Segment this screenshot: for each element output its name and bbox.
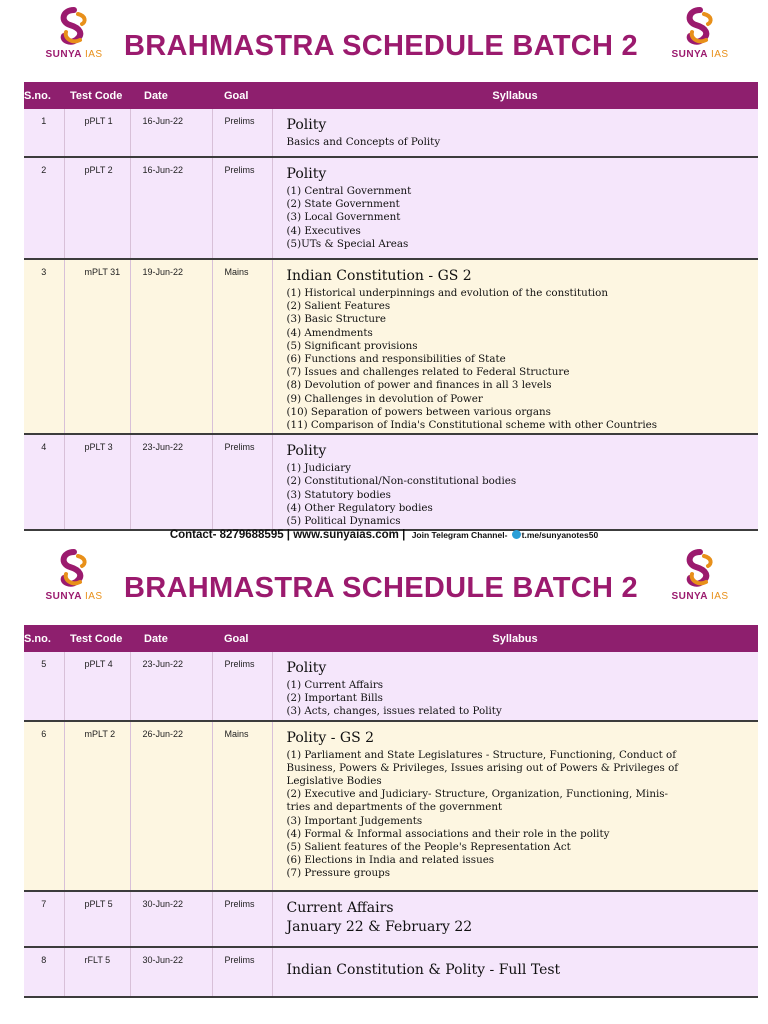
brand-logo [40, 6, 108, 60]
brand-suffix: IAS [710, 49, 729, 60]
syllabus-topic: (4) Amendments [286, 326, 373, 339]
telegram-label: Join Telegram Channel- [411, 530, 508, 540]
syllabus-topic: (2) Important Bills [286, 692, 383, 705]
row-goal: Prelims [212, 157, 272, 259]
row-sno: 5 [24, 652, 64, 721]
syllabus-topic: tries and departments of the government [286, 801, 503, 814]
syllabus-topic: (1) Current Affairs [286, 679, 384, 691]
col-goal-header: Goal [212, 625, 272, 652]
brand-suffix: IAS [84, 591, 103, 602]
col-date-header: Date [130, 82, 212, 109]
contact-line [0, 529, 768, 541]
col-code-header: Test Code [64, 625, 130, 652]
contact-text: Contact- 8279688595 | www.sunyaias.com | [169, 529, 406, 541]
table-row [24, 947, 758, 997]
row-goal: Prelims [212, 947, 272, 997]
row-date: 23-Jun-22 [130, 652, 212, 721]
row-test-code: mPLT 2 [64, 721, 130, 891]
row-goal: Prelims [212, 891, 272, 947]
syllabus-topic: (5) Political Dynamics [286, 515, 401, 528]
schedule-table [24, 82, 758, 531]
brand-logo [666, 6, 734, 60]
syllabus-topic: (1) Central Government [286, 185, 412, 197]
syllabus-topic: (10) Separation of powers between various organs [286, 405, 551, 418]
syllabus-heading: Current Affairs [286, 899, 394, 916]
syllabus-topic: (3) Statutory bodies [286, 488, 391, 501]
row-syllabus [272, 652, 758, 721]
row-goal: Prelims [212, 109, 272, 157]
col-goal-header: Goal [212, 82, 272, 109]
syllabus-topic: (4) Formal & Informal associations and their role in the polity [286, 827, 610, 840]
table-row [24, 434, 758, 530]
row-sno: 6 [24, 721, 64, 891]
col-sno-header: S.no. [24, 625, 64, 652]
table-row [24, 652, 758, 721]
row-test-code: pPLT 5 [64, 891, 130, 947]
syllabus-heading: Polity [286, 166, 327, 182]
brand-name: SUNYA [671, 591, 708, 602]
table-row [24, 109, 758, 157]
row-goal: Prelims [212, 434, 272, 530]
table-row [24, 259, 758, 434]
syllabus-heading: Polity [286, 117, 327, 133]
page-title: BRAHMASTRA SCHEDULE BATCH 2 [124, 572, 638, 604]
row-syllabus [272, 891, 758, 947]
syllabus-topic: (6) Elections in India and related issues [286, 854, 495, 867]
sunya-logo-icon [680, 548, 720, 590]
syllabus-topic: (2) Salient Features [286, 300, 391, 313]
brand-suffix: IAS [710, 591, 729, 602]
col-date-header: Date [130, 625, 212, 652]
row-sno: 4 [24, 434, 64, 530]
brand-name: SUNYA [671, 49, 708, 60]
syllabus-topic: (1) Historical underpinnings and evolution of the constitution [286, 287, 609, 299]
row-date: 16-Jun-22 [130, 109, 212, 157]
row-sno: 8 [24, 947, 64, 997]
syllabus-topic: Business, Powers & Privileges, Issues arising out of Powers & Privileges of [286, 761, 679, 774]
syllabus-heading: Polity - GS 2 [286, 729, 375, 746]
brand-name: SUNYA [45, 49, 82, 60]
syllabus-topic: (3) Local Government [286, 211, 401, 224]
syllabus-heading: Indian Constitution - GS 2 [286, 268, 472, 284]
syllabus-topic: (4) Executives [286, 224, 361, 237]
row-date: 26-Jun-22 [130, 721, 212, 891]
row-sno: 2 [24, 157, 64, 259]
row-sno: 1 [24, 109, 64, 157]
syllabus-topic: (2) State Government [286, 198, 400, 211]
syllabus-heading: Indian Constitution & Polity - Full Test [286, 961, 561, 978]
syllabus-topic: (7) Issues and challenges related to Federal Structure [286, 366, 570, 379]
syllabus-topic: (3) Important Judgements [286, 814, 423, 827]
row-date: 30-Jun-22 [130, 947, 212, 997]
syllabus-heading: Polity [286, 443, 327, 460]
syllabus-topic: (2) Constitutional/Non-constitutional bodies [286, 475, 517, 488]
row-test-code: mPLT 31 [64, 259, 130, 434]
table-row [24, 891, 758, 947]
row-test-code: pPLT 4 [64, 652, 130, 721]
row-syllabus [272, 434, 758, 530]
schedule-section-2 [0, 542, 768, 978]
table-row [24, 157, 758, 259]
row-test-code: rFLT 5 [64, 947, 130, 997]
row-syllabus [272, 157, 758, 259]
syllabus-topic: (5)UTs & Special Areas [286, 237, 409, 250]
syllabus-topic: (4) Other Regulatory bodies [286, 501, 433, 514]
syllabus-topic: (9) Challenges in devolution of Power [286, 392, 483, 405]
telegram-link[interactable]: t.me/sunyanotes50 [521, 530, 599, 540]
col-syllabus-header: Syllabus [272, 625, 758, 652]
syllabus-topic: (8) Devolution of power and finances in all 3 levels [286, 379, 552, 392]
syllabus-topic: (3) Basic Structure [286, 313, 386, 326]
row-goal: Prelims [212, 652, 272, 721]
telegram-icon [512, 530, 521, 539]
row-date: 16-Jun-22 [130, 157, 212, 259]
syllabus-subheading: January 22 & February 22 [286, 918, 473, 935]
syllabus-topic: (2) Executive and Judiciary- Structure, Organization, Functioning, Minis- [286, 788, 669, 801]
syllabus-topic: (6) Functions and responsibilities of State [286, 353, 506, 366]
row-test-code: pPLT 3 [64, 434, 130, 530]
syllabus-topic: Basics and Concepts of Polity [286, 136, 441, 148]
syllabus-heading: Polity [286, 660, 327, 676]
syllabus-topic: Legislative Bodies [286, 775, 382, 788]
row-goal: Mains [212, 721, 272, 891]
table-header-row [24, 82, 758, 109]
syllabus-topic: (3) Acts, changes, issues related to Polity [286, 705, 502, 718]
syllabus-topic: (1) Parliament and State Legislatures - Structure, Functioning, Conduct of [286, 748, 677, 761]
sunya-logo-icon [54, 6, 94, 48]
brand-suffix: IAS [84, 49, 103, 60]
brand-logo [40, 548, 108, 602]
syllabus-topic: (11) Comparison of India's Constitutional scheme with other Countries [286, 419, 658, 432]
syllabus-topic: (5) Significant provisions [286, 339, 418, 352]
page-header [0, 542, 768, 626]
col-sno-header: S.no. [24, 82, 64, 109]
row-sno: 3 [24, 259, 64, 434]
table-row [24, 721, 758, 891]
col-syllabus-header: Syllabus [272, 82, 758, 109]
sunya-logo-icon [54, 548, 94, 590]
row-syllabus [272, 947, 758, 997]
row-sno: 7 [24, 891, 64, 947]
row-syllabus [272, 109, 758, 157]
syllabus-topic: (5) Salient features of the People's Representation Act [286, 841, 571, 854]
row-syllabus [272, 259, 758, 434]
row-test-code: pPLT 2 [64, 157, 130, 259]
syllabus-topic: (7) Pressure groups [286, 867, 391, 880]
brand-logo [666, 548, 734, 602]
row-goal: Mains [212, 259, 272, 434]
col-code-header: Test Code [64, 82, 130, 109]
syllabus-topic: (1) Judiciary [286, 462, 351, 475]
table-header-row [24, 625, 758, 652]
row-syllabus [272, 721, 758, 891]
row-date: 19-Jun-22 [130, 259, 212, 434]
brand-name: SUNYA [45, 591, 82, 602]
schedule-table [24, 625, 758, 998]
row-date: 23-Jun-22 [130, 434, 212, 530]
row-date: 30-Jun-22 [130, 891, 212, 947]
row-test-code: pPLT 1 [64, 109, 130, 157]
sunya-logo-icon [680, 6, 720, 48]
page-header [0, 0, 768, 84]
page-title: BRAHMASTRA SCHEDULE BATCH 2 [124, 30, 638, 62]
